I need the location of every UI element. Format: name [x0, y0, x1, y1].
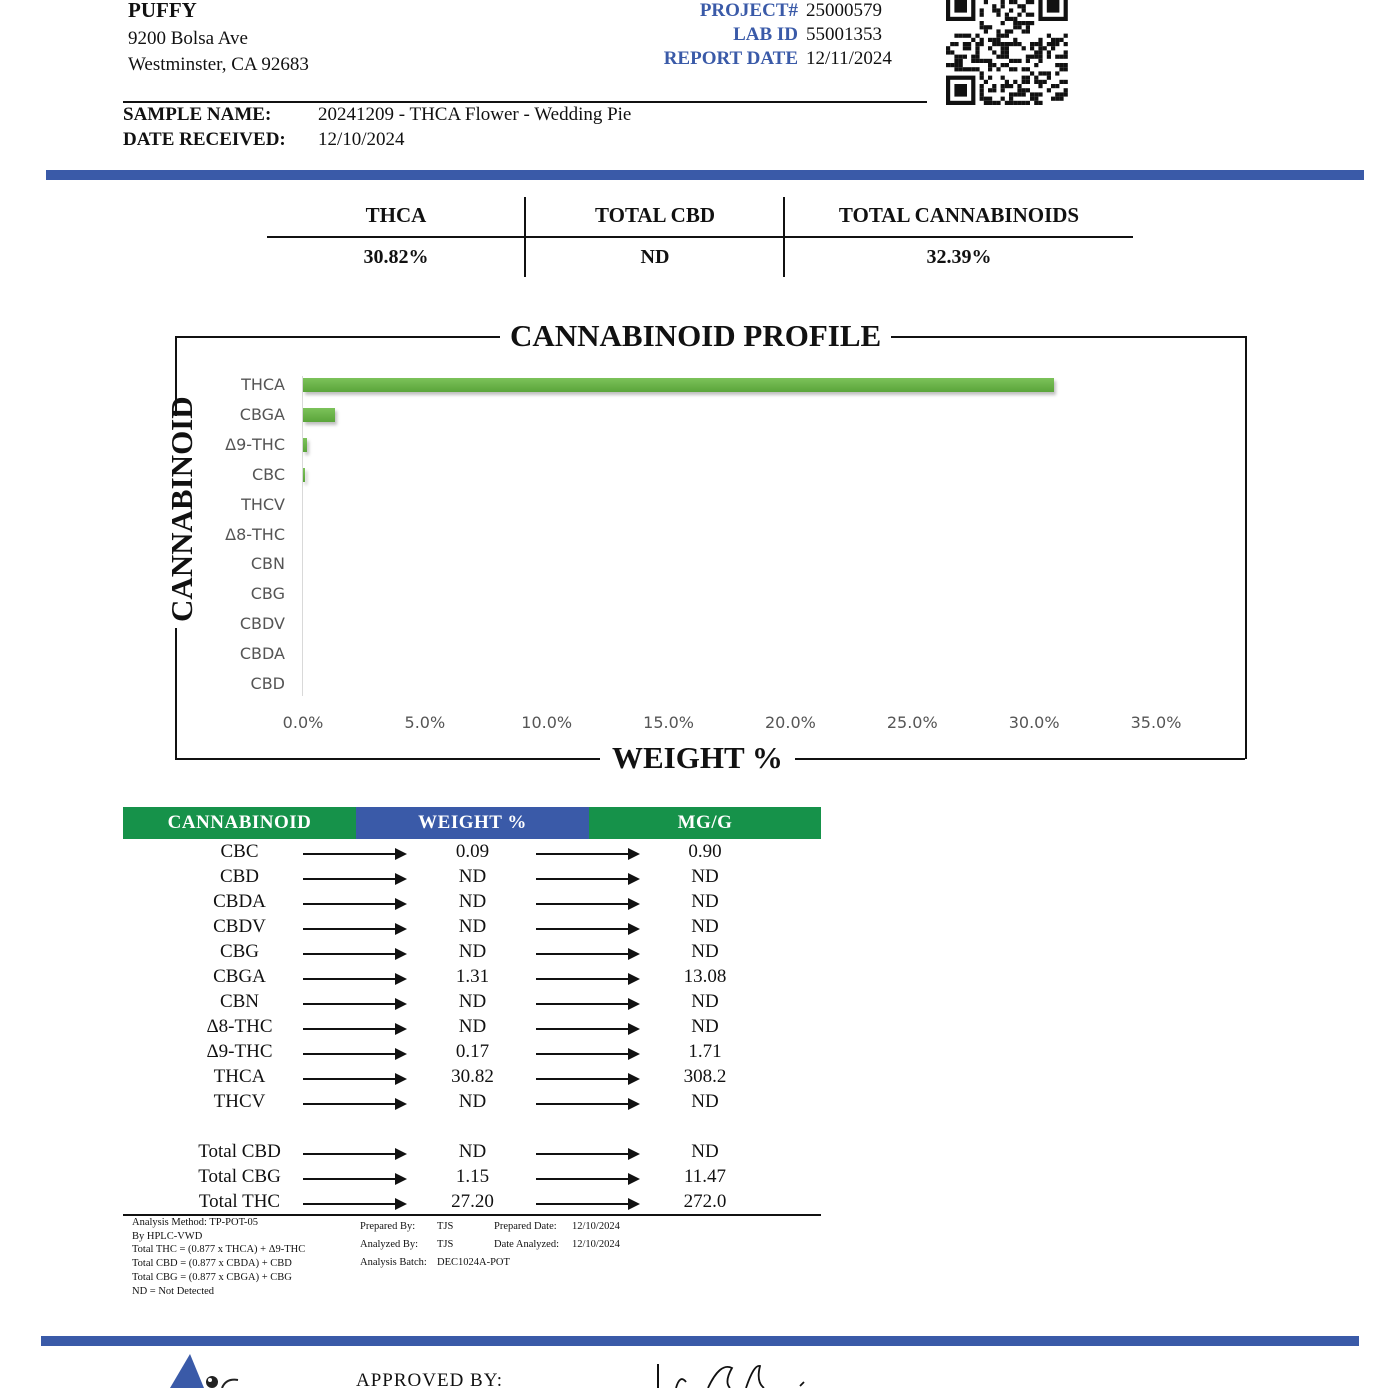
arrow-icon [303, 953, 405, 955]
table-cell-mgg: ND [691, 1141, 719, 1162]
table-cell-mgg: 13.08 [683, 965, 727, 987]
x-axis-title: WEIGHT % [600, 740, 795, 776]
arrow-icon [303, 978, 405, 980]
arrow-icon [303, 853, 405, 855]
prepared-date-label: Prepared Date: [494, 1221, 557, 1232]
prepared-date-value: 12/10/2024 [572, 1221, 620, 1232]
chart-category-label: CBC [251, 464, 285, 484]
table-cell-mgg: 272.0 [683, 1190, 727, 1212]
table-cell-cannabinoid: CBDV [213, 915, 266, 937]
table-cell-weight: ND [458, 1090, 487, 1112]
table-cell-cannabinoid: THCV [213, 1090, 266, 1112]
chart-x-tick-label: 5.0% [404, 713, 446, 732]
table-cell-weight: ND [458, 1015, 487, 1037]
summary-thca-value: 30.82% [363, 246, 429, 268]
arrow-icon [303, 1028, 405, 1030]
table-cell-weight: ND [458, 1141, 487, 1162]
table-cell-weight: ND [458, 990, 487, 1012]
chart-x-tick-label: 0.0% [282, 713, 324, 732]
arrow-icon [536, 853, 638, 855]
chart-category-label: THCA [241, 375, 285, 394]
notes-block [132, 1216, 305, 1298]
table-cell-cannabinoid: CBC [220, 841, 259, 862]
analyzed-by-label: Analyzed By: [360, 1239, 419, 1250]
signature-icon [650, 1358, 820, 1388]
table-cell-weight: 0.09 [455, 841, 490, 862]
table-cell-mgg: ND [691, 1090, 719, 1112]
table-header-mgg: MG/G [589, 807, 821, 839]
table-cell-mgg: 1.71 [688, 1040, 722, 1062]
table-cell-weight: 1.31 [455, 965, 490, 987]
arrow-icon [303, 1003, 405, 1005]
arrow-icon [303, 1153, 405, 1155]
arrow-icon [536, 953, 638, 955]
arrow-icon [303, 1053, 405, 1055]
chart-x-tick-label: 20.0% [765, 713, 816, 732]
arrow-icon [303, 1178, 405, 1180]
note-total-cbg: Total CBG = (0.877 x CBGA) + CBG [132, 1271, 292, 1283]
approved-by-label: APPROVED BY: [356, 1370, 503, 1391]
note-method: Analysis Method: TP-POT-05 [132, 1217, 259, 1228]
table-cell-weight: ND [458, 865, 487, 887]
arrow-icon [303, 1203, 405, 1205]
arrow-icon [536, 1103, 638, 1105]
chart-x-tick-label: 30.0% [1008, 713, 1060, 732]
arrow-icon [536, 928, 638, 930]
arrow-icon [303, 903, 405, 905]
arrow-icon [536, 1053, 638, 1055]
chart-category-label: Δ8-THC [225, 524, 285, 544]
chart-category-label: CBGA [239, 404, 285, 424]
y-axis-title: CANNABINOID [164, 416, 200, 628]
summary-thca-label: THCA [365, 203, 427, 227]
arrow-icon [536, 1003, 638, 1005]
note-total-cbd: Total CBD = (0.877 x CBDA) + CBD [132, 1258, 292, 1270]
sample-name-label: SAMPLE NAME: [123, 104, 272, 125]
report-date-label: REPORT DATE [663, 48, 798, 69]
client-address-line2: Westminster, CA 92683 [128, 54, 309, 75]
arrow-icon [536, 978, 638, 980]
chart-category-label: CBG [250, 584, 285, 604]
summary-total-cbd-label: TOTAL CBD [594, 203, 715, 227]
chart-x-tick-label: 25.0% [886, 713, 938, 732]
analyzed-by-value: TJS [437, 1239, 454, 1250]
table-cell-weight: 27.20 [451, 1190, 494, 1212]
table-cell-cannabinoid: CBGA [213, 965, 266, 987]
table-cell-mgg: ND [691, 940, 719, 962]
analysis-batch-value: DEC1024A-POT [437, 1257, 510, 1268]
table-cell-mgg: 308.2 [683, 1065, 727, 1087]
chart-category-label: CBDV [239, 614, 285, 634]
arrow-icon [536, 1078, 638, 1080]
table-cell-weight: ND [458, 915, 487, 937]
arrow-icon [536, 1203, 638, 1205]
table-cell-cannabinoid: CBN [219, 990, 260, 1012]
table-cell-weight: ND [458, 890, 487, 912]
table-cell-cannabinoid: Δ9-THC [206, 1040, 273, 1062]
lab-id-label: LAB ID [733, 24, 798, 45]
date-received-value: 12/10/2024 [318, 129, 405, 150]
table-cell-cannabinoid: Total CBD [198, 1141, 281, 1162]
table-cell-cannabinoid: Total CBG [198, 1165, 281, 1187]
summary-total-cbd-value: ND [640, 246, 670, 268]
note-by: By HPLC-VWD [132, 1230, 203, 1242]
summary-total-cannabinoids-value: 32.39% [926, 246, 992, 268]
prepared-by-label: Prepared By: [360, 1221, 416, 1232]
note-nd: ND = Not Detected [132, 1285, 215, 1297]
sample-name-value: 20241209 - THCA Flower - Wedding Pie [318, 104, 632, 125]
note-total-thc: Total THC = (0.877 x THCA) + Δ9-THC [132, 1244, 306, 1256]
date-analyzed-value: 12/10/2024 [572, 1239, 620, 1250]
table-cell-weight: ND [458, 940, 487, 962]
chart-x-tick-label: 10.0% [521, 713, 573, 732]
date-analyzed-label: Date Analyzed: [494, 1239, 560, 1250]
lab-logo-icon [160, 1352, 250, 1388]
table-cell-cannabinoid: CBDA [213, 890, 266, 912]
chart-title: CANNABINOID PROFILE [500, 318, 891, 354]
table-header-cannabinoid: CANNABINOID [123, 807, 356, 839]
prepared-by-value: TJS [437, 1221, 454, 1232]
chart-category-label: Δ9-THC [225, 434, 285, 454]
arrow-icon [303, 878, 405, 880]
client-address-line1: 9200 Bolsa Ave [128, 28, 248, 49]
summary-total-cannabinoids-label: TOTAL CANNABINOIDS [838, 203, 1080, 227]
arrow-icon [536, 1028, 638, 1030]
chart-category-label: THCV [241, 494, 285, 514]
analysis-batch-label: Analysis Batch: [360, 1257, 427, 1268]
table-cell-weight: 1.15 [455, 1165, 490, 1187]
report-date-value: 12/11/2024 [806, 48, 892, 69]
chart-category-label: CBDA [239, 644, 285, 664]
table-cell-mgg: 11.47 [683, 1165, 727, 1187]
table-cell-cannabinoid: CBD [219, 865, 260, 887]
table-cell-mgg: 0.90 [688, 841, 722, 862]
arrow-icon [536, 903, 638, 905]
table-cell-mgg: ND [691, 865, 719, 887]
arrow-icon [536, 1153, 638, 1155]
arrow-icon [536, 1178, 638, 1180]
table-cell-cannabinoid: THCA [213, 1065, 266, 1087]
lab-id-value: 55001353 [806, 24, 882, 45]
table-cell-mgg: ND [691, 1015, 719, 1037]
project-label: PROJECT# [699, 0, 798, 21]
chart-category-label: CBD [250, 674, 285, 693]
chart-x-tick-label: 35.0% [1130, 713, 1182, 732]
table-cell-mgg: ND [691, 990, 719, 1012]
table-cell-cannabinoid: Δ8-THC [206, 1015, 273, 1037]
table-cell-weight: 0.17 [455, 1040, 490, 1062]
table-cell-mgg: ND [691, 915, 719, 937]
arrow-icon [303, 928, 405, 930]
table-cell-weight: 30.82 [451, 1065, 494, 1087]
table-header-weight: WEIGHT % [356, 807, 589, 839]
chart-x-tick-label: 15.0% [643, 713, 694, 732]
date-received-label: DATE RECEIVED: [123, 129, 286, 150]
table-cell-mgg: ND [691, 890, 719, 912]
arrow-icon [303, 1103, 405, 1105]
arrow-icon [303, 1078, 405, 1080]
table-cell-cannabinoid: Total THC [198, 1190, 281, 1212]
table-cell-cannabinoid: CBG [219, 940, 260, 962]
client-name: PUFFY [128, 0, 197, 22]
footer-divider-blue [41, 1336, 1359, 1346]
project-value: 25000579 [806, 0, 882, 21]
arrow-icon [536, 878, 638, 880]
chart-category-label: CBN [250, 554, 285, 574]
